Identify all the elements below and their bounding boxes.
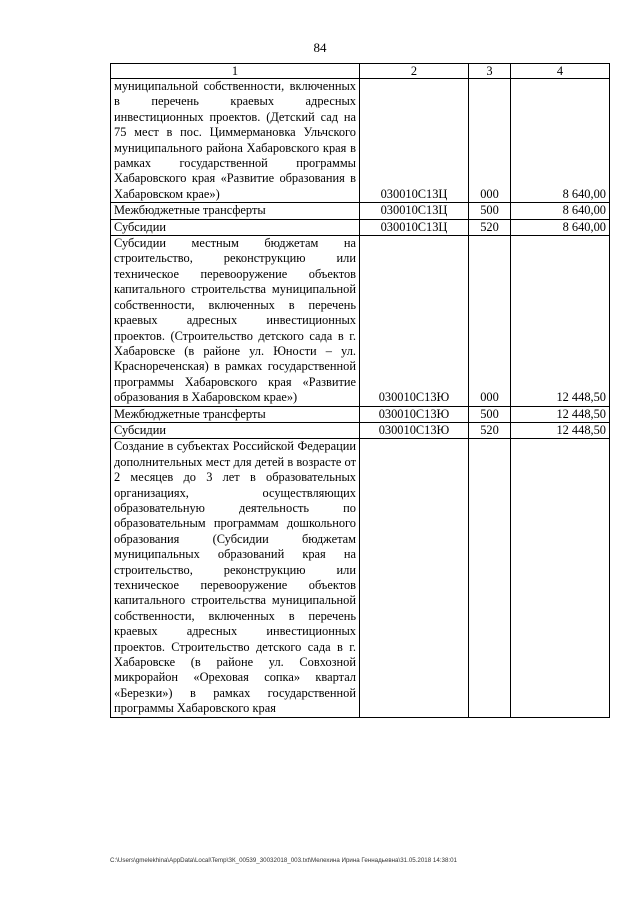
row-description: Создание в субъектах Российской Федерации дополнительных мест для детей в возрасте от 2 месяцев до 3 лет в образовательных организациях, осуществляющих образовательную деятельность по образовательным программам дошкольного образования (Субсидии бюджетам муниципальных образований края на строительство, реконструкцию или техническое перевооружение объектов капитального строительства муниципальной собственности, включенных в перечень краевых адресных инвестиционных проектов. Строительство детского сада в г. Хабаровске (в районе ул. Совхозной микрорайон «Ореховая сопка» квартал «Березки») в рамках государственной программы Хабаровского края — [111, 439, 360, 717]
expense-type-code — [469, 439, 511, 717]
expense-type-code: 520 — [469, 422, 511, 438]
target-article-code: 030010С13Ю — [360, 406, 469, 422]
amount: 8 640,00 — [511, 219, 610, 235]
target-article-code: 030010С13Ю — [360, 236, 469, 406]
row-description: Межбюджетные трансферты — [111, 406, 360, 422]
target-article-code: 030010С13Ю — [360, 422, 469, 438]
table-row — [111, 79, 610, 203]
table-row — [111, 203, 610, 219]
target-article-code: 030010С13Ц — [360, 219, 469, 235]
row-description: Субсидии — [111, 422, 360, 438]
amount: 12 448,50 — [511, 236, 610, 406]
expense-type-code: 500 — [469, 203, 511, 219]
amount: 8 640,00 — [511, 79, 610, 203]
row-description: Субсидии местным бюджетам на строительство, реконструкцию или техническое перевооружение объектов капитального строительства муниципальной собственности, включенных в перечень краевых адресных инвестиционных проектов. (Строительство детского сада в г. Хабаровске (в районе ул. Юности – ул. Краснореченская) в рамках государственной программы Хабаровского края «Развитие образования в Хабаровском крае») — [111, 236, 360, 406]
expense-type-code: 000 — [469, 236, 511, 406]
budget-table — [110, 63, 610, 718]
amount: 8 640,00 — [511, 203, 610, 219]
row-description: Субсидии — [111, 219, 360, 235]
row-description: Межбюджетные трансферты — [111, 203, 360, 219]
table-row — [111, 236, 610, 406]
column-header-3: 3 — [469, 64, 511, 79]
table-row — [111, 439, 610, 717]
target-article-code: 030010С13Ц — [360, 203, 469, 219]
expense-type-code: 500 — [469, 406, 511, 422]
page-number: 84 — [313, 40, 327, 55]
table-header-row — [111, 64, 610, 79]
target-article-code: 030010С13Ц — [360, 79, 469, 203]
table-row — [111, 406, 610, 422]
expense-type-code: 000 — [469, 79, 511, 203]
column-header-1: 1 — [111, 64, 360, 79]
table-row — [111, 219, 610, 235]
target-article-code — [360, 439, 469, 717]
amount: 12 448,50 — [511, 422, 610, 438]
column-header-4: 4 — [511, 64, 610, 79]
table-row — [111, 422, 610, 438]
footer-file-path: C:\Users\gmelekhina\AppData\Local\Temp\ЗК_00539_30032018_003.txt\Мелехина Ирина Геннадьевна\31.05.2018 14:38:01 — [110, 857, 457, 864]
row-description: муниципальной собственности, включенных в перечень краевых адресных инвестиционных проектов. (Детский сад на 75 мест в пос. Циммермановка Ульчского муниципального района Хабаровского края в рамках государственной программы Хабаровского края «Развитие образования в Хабаровском крае») — [111, 79, 360, 203]
amount: 12 448,50 — [511, 406, 610, 422]
column-header-2: 2 — [360, 64, 469, 79]
expense-type-code: 520 — [469, 219, 511, 235]
amount — [511, 439, 610, 717]
